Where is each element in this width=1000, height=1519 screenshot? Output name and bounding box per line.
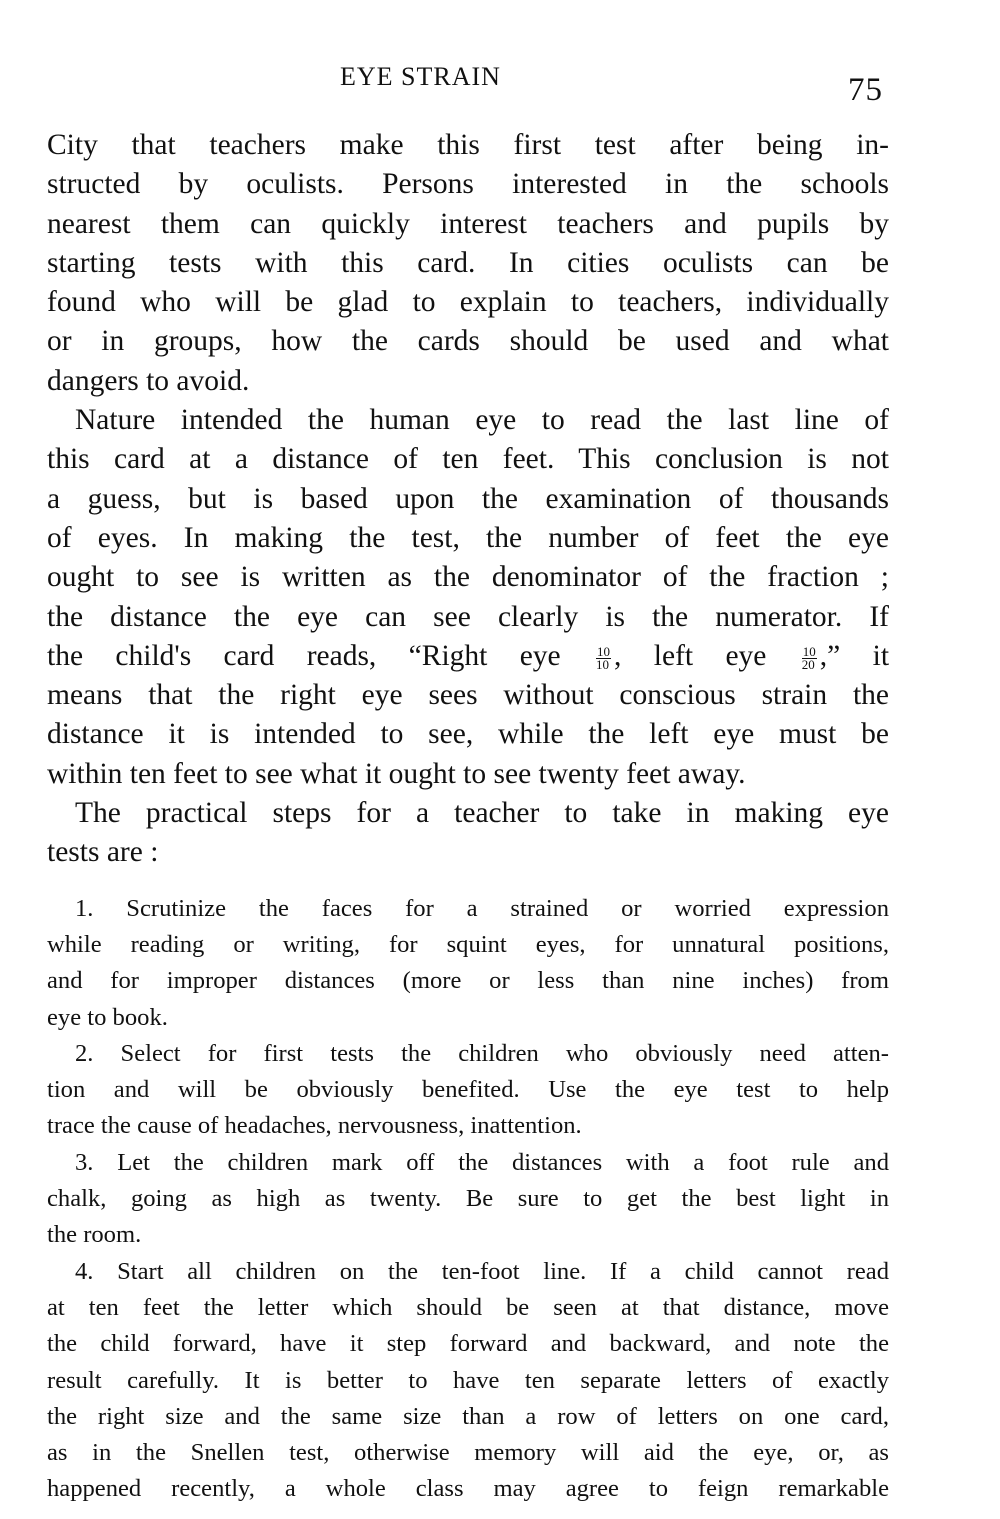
paragraph-3 — [47, 794, 889, 873]
page-header — [0, 62, 1000, 108]
text-line: 1. Scrutinize the faces for a strained or worried expression — [75, 894, 889, 922]
page-number: 75 — [848, 72, 883, 108]
text-line: starting tests with this card. In cities oculists can be — [47, 246, 889, 279]
text-line: structed by oculists. Persons interested in the schools — [47, 168, 889, 201]
fraction-left-eye — [801, 643, 817, 672]
text-line: 3. Let the children mark off the distances with a foot rule and — [75, 1148, 889, 1176]
text-line: trace the cause of headaches, nervousness, inattention. — [47, 1112, 582, 1140]
text-line: as in the Snellen test, otherwise memory will aid the eye, or, as — [47, 1439, 889, 1467]
text-line: while reading or writing, for squint eyes, for unnatural positions, — [47, 930, 889, 958]
numbered-list — [47, 891, 889, 1508]
text-line: result carefully. It is better to have ten separate letters of exactly — [47, 1366, 889, 1394]
text-line: the room. — [47, 1221, 142, 1249]
list-item-2 — [47, 1036, 889, 1145]
text-line: within ten feet to see what it ought to see twenty feet away. — [47, 757, 746, 790]
text-line: means that the right eye sees without conscious strain the — [47, 679, 889, 712]
text-line: distance it is intended to see, while the left eye must be — [47, 718, 889, 751]
text-segment: ,” it — [819, 639, 890, 672]
denominator: 20 — [801, 656, 815, 672]
paragraph-2 — [47, 401, 889, 794]
text-line: the child forward, have it step forward and backward, and note the — [47, 1330, 889, 1358]
text-line: ought to see is written as the denominator of the fraction ; — [47, 561, 889, 594]
text-line: dangers to avoid. — [47, 364, 250, 397]
text-line: or in groups, how the cards should be used and what — [47, 325, 889, 358]
fraction-right-eye — [596, 643, 611, 672]
paragraph-1 — [47, 126, 889, 401]
text-line: chalk, going as high as twenty. Be sure to get the best light in — [47, 1185, 889, 1213]
text-line: and for improper distances (more or less than nine inches) from — [47, 967, 889, 995]
text-line: City that teachers make this first test after being in- — [47, 129, 889, 161]
text-line: a guess, but is based upon the examination of thousands — [47, 482, 889, 515]
text-line: of eyes. In making the test, the number of feet the eye — [47, 521, 889, 554]
text-line: at ten feet the letter which should be seen at that distance, move — [47, 1293, 889, 1321]
list-item-1 — [47, 891, 889, 1036]
numerator: 10 — [597, 643, 611, 659]
text-line: eye to book. — [47, 1003, 168, 1031]
text-line: happened recently, a whole class may agree to feign remarkable — [47, 1475, 889, 1503]
text-segment: the child's card reads, “Right eye — [47, 639, 561, 672]
text-line: the right size and the same size than a row of letters on one card, — [47, 1402, 889, 1430]
running-title: EYE STRAIN — [340, 62, 501, 91]
text-line: Nature intended the human eye to read the last line of — [75, 404, 889, 437]
page-body — [47, 126, 889, 1508]
text-segment: , left eye — [614, 639, 767, 672]
text-line: tion and will be obviously benefited. Use the eye test to help — [47, 1076, 889, 1104]
list-item-3 — [47, 1145, 889, 1254]
numerator: 10 — [802, 643, 816, 659]
denominator: 10 — [596, 656, 610, 672]
fraction-line — [47, 637, 889, 676]
text-line: 2. Select for first tests the children who obviously need atten- — [75, 1039, 889, 1067]
text-line: 4. Start all children on the ten-foot line. If a child cannot read — [75, 1257, 889, 1285]
text-line: nearest them can quickly interest teachers and pupils by — [47, 207, 889, 240]
text-line: this card at a distance of ten feet. This conclusion is not — [47, 443, 889, 476]
text-line: found who will be glad to explain to teachers, individually — [47, 286, 889, 319]
text-line: The practical steps for a teacher to take in making eye — [75, 797, 889, 830]
list-item-4 — [47, 1254, 889, 1508]
text-line: tests are : — [47, 836, 159, 869]
text-line: the distance the eye can see clearly is the numerator. If — [47, 600, 889, 633]
